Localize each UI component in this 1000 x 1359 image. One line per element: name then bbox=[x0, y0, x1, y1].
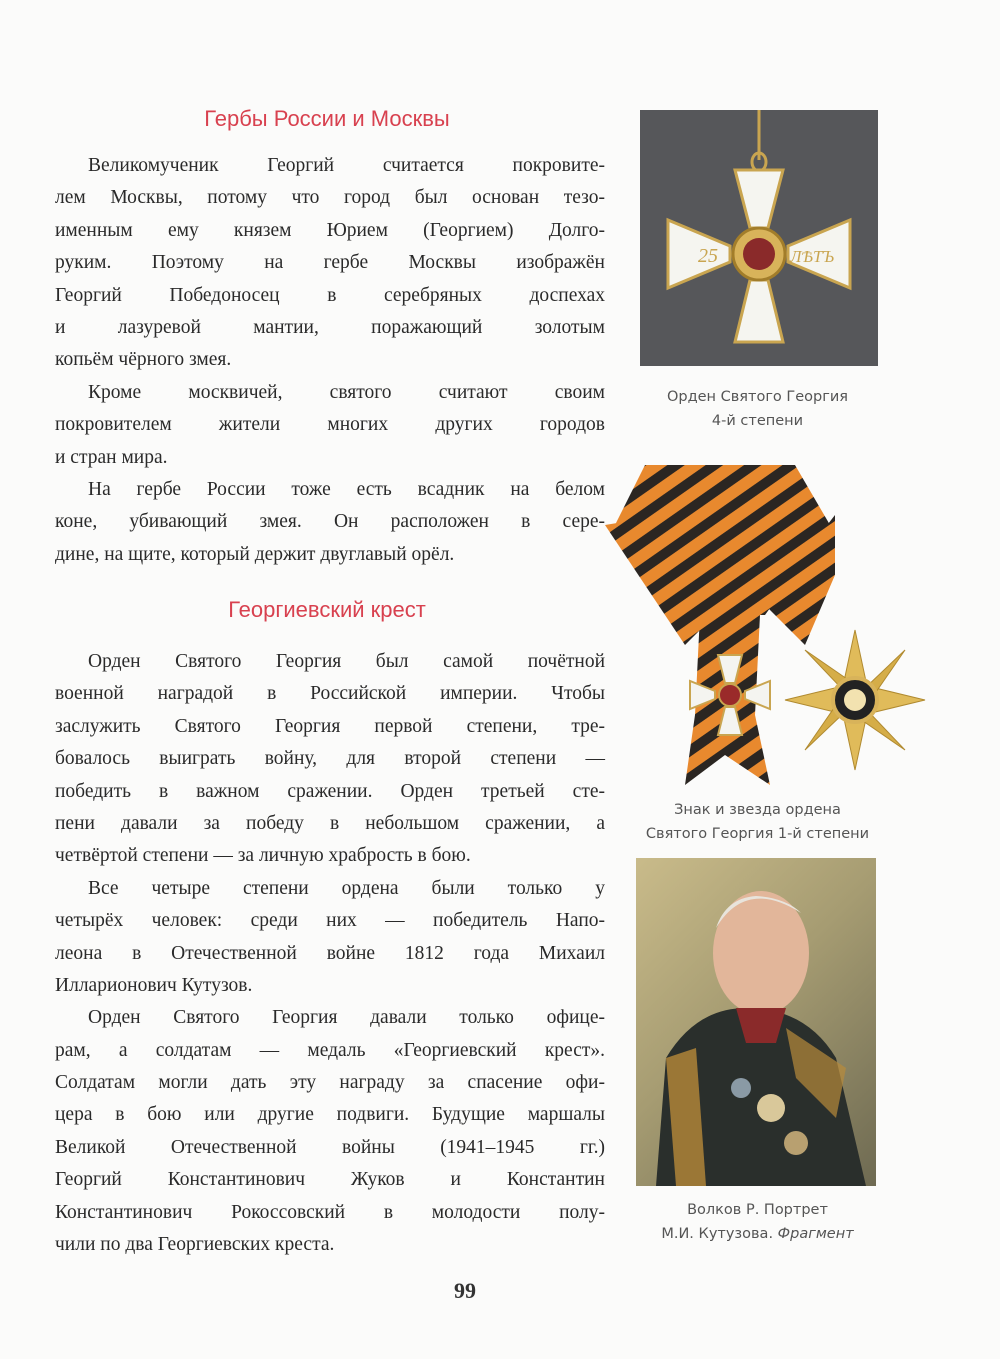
text-line: копьём чёрного змея. bbox=[55, 349, 232, 371]
text-line: Орден Святого Георгия был самой почётной bbox=[88, 651, 605, 672]
caption-text: М.И. Кутузова. bbox=[661, 1226, 774, 1242]
text-line: коне, убивающий змея. Он расположен в сере- bbox=[55, 511, 605, 533]
text-line: леона в Отечественной войне 1812 года Михаил bbox=[55, 942, 605, 964]
order-st-george-4th-photo bbox=[640, 110, 878, 366]
text-line: бовалось выиграть войну, для второй степени — bbox=[55, 748, 605, 770]
text-line: Великой Отечественной войны (1941–1945 гг.) bbox=[55, 1136, 605, 1158]
text-line: пени давали за победу в небольшом сражении, а bbox=[55, 812, 605, 834]
text-line: и лазуревой мантии, поражающий золотым bbox=[55, 316, 605, 338]
caption-line: Орден Святого Георгия bbox=[666, 389, 849, 405]
caption-line: Волков Р. Портрет bbox=[687, 1202, 828, 1218]
text-line: цера в бою или другие подвиги. Будущие маршалы bbox=[55, 1104, 605, 1126]
heading-coats-of-arms: Гербы России и Москвы bbox=[204, 106, 450, 131]
text-line: Георгий Константинович Жуков и Константин bbox=[55, 1169, 605, 1191]
text-line: и стран мира. bbox=[55, 446, 168, 468]
caption-line: 4-й степени bbox=[711, 413, 804, 429]
text-line: Константинович Рокоссовский в молодости полу- bbox=[55, 1201, 605, 1223]
text-section-1 bbox=[55, 150, 605, 571]
caption-figure-1 bbox=[620, 385, 895, 433]
text-line: заслужить Святого Георгия первой степени, тре- bbox=[55, 715, 605, 737]
text-line: четырёх человек: среди них — победитель Напо- bbox=[55, 910, 605, 932]
text-line: рам, а солдатам — медаль «Георгиевский крест». bbox=[55, 1039, 605, 1061]
heading-george-cross: Георгиевский крест bbox=[228, 597, 426, 622]
caption-figure-3 bbox=[620, 1198, 895, 1246]
text-line: победить в важном сражении. Орден третьей сте- bbox=[55, 780, 605, 802]
caption-line bbox=[620, 1222, 895, 1246]
caption-figure-2 bbox=[620, 798, 895, 846]
text-line: На гербе России тоже есть всадник на белом bbox=[88, 478, 605, 500]
text-line: покровителем жители многих других городов bbox=[55, 414, 605, 436]
text-line: Илларионович Кутузов. bbox=[55, 974, 253, 996]
text-line: Георгий Победоносец в серебряных доспехах bbox=[55, 284, 605, 306]
caption-italic: Фрагмент bbox=[777, 1226, 854, 1242]
medal-inscription-right: ЛѢТЪ bbox=[790, 247, 834, 266]
text-section-2 bbox=[55, 646, 605, 1261]
text-line: Все четыре степени ордена были только у bbox=[88, 877, 605, 899]
text-line: дине, на щите, который держит двуглавый орёл. bbox=[55, 543, 455, 565]
medal-inscription-left: 25 bbox=[698, 245, 718, 267]
text-line: руким. Поэтому на гербе Москвы изображён bbox=[55, 252, 605, 274]
caption-line: Знак и звезда ордена bbox=[674, 802, 841, 818]
caption-line: Святого Георгия 1-й степени bbox=[645, 826, 870, 842]
text-line: чили по два Георгиевских креста. bbox=[55, 1234, 335, 1256]
text-line: Солдатам могли дать эту награду за спасение офи- bbox=[55, 1072, 605, 1094]
text-line: четвёртой степени — за личную храбрость в бою. bbox=[55, 845, 471, 867]
text-line: Орден Святого Георгия давали только офице- bbox=[88, 1007, 605, 1029]
text-line: Кроме москвичей, святого считают своим bbox=[88, 381, 605, 403]
text-line: Великомученик Георгий считается покровите- bbox=[88, 155, 605, 176]
text-line: лем Москвы, потому что город был основан тезо- bbox=[55, 187, 605, 209]
text-line: именным ему князем Юрием (Георгием) Долго- bbox=[55, 219, 605, 241]
kutuzov-portrait bbox=[636, 858, 876, 1186]
order-badge-and-star-photo bbox=[605, 455, 930, 795]
page-number: 99 bbox=[454, 1278, 476, 1303]
text-line: военной наградой в Российской империи. Чтобы bbox=[55, 683, 605, 705]
